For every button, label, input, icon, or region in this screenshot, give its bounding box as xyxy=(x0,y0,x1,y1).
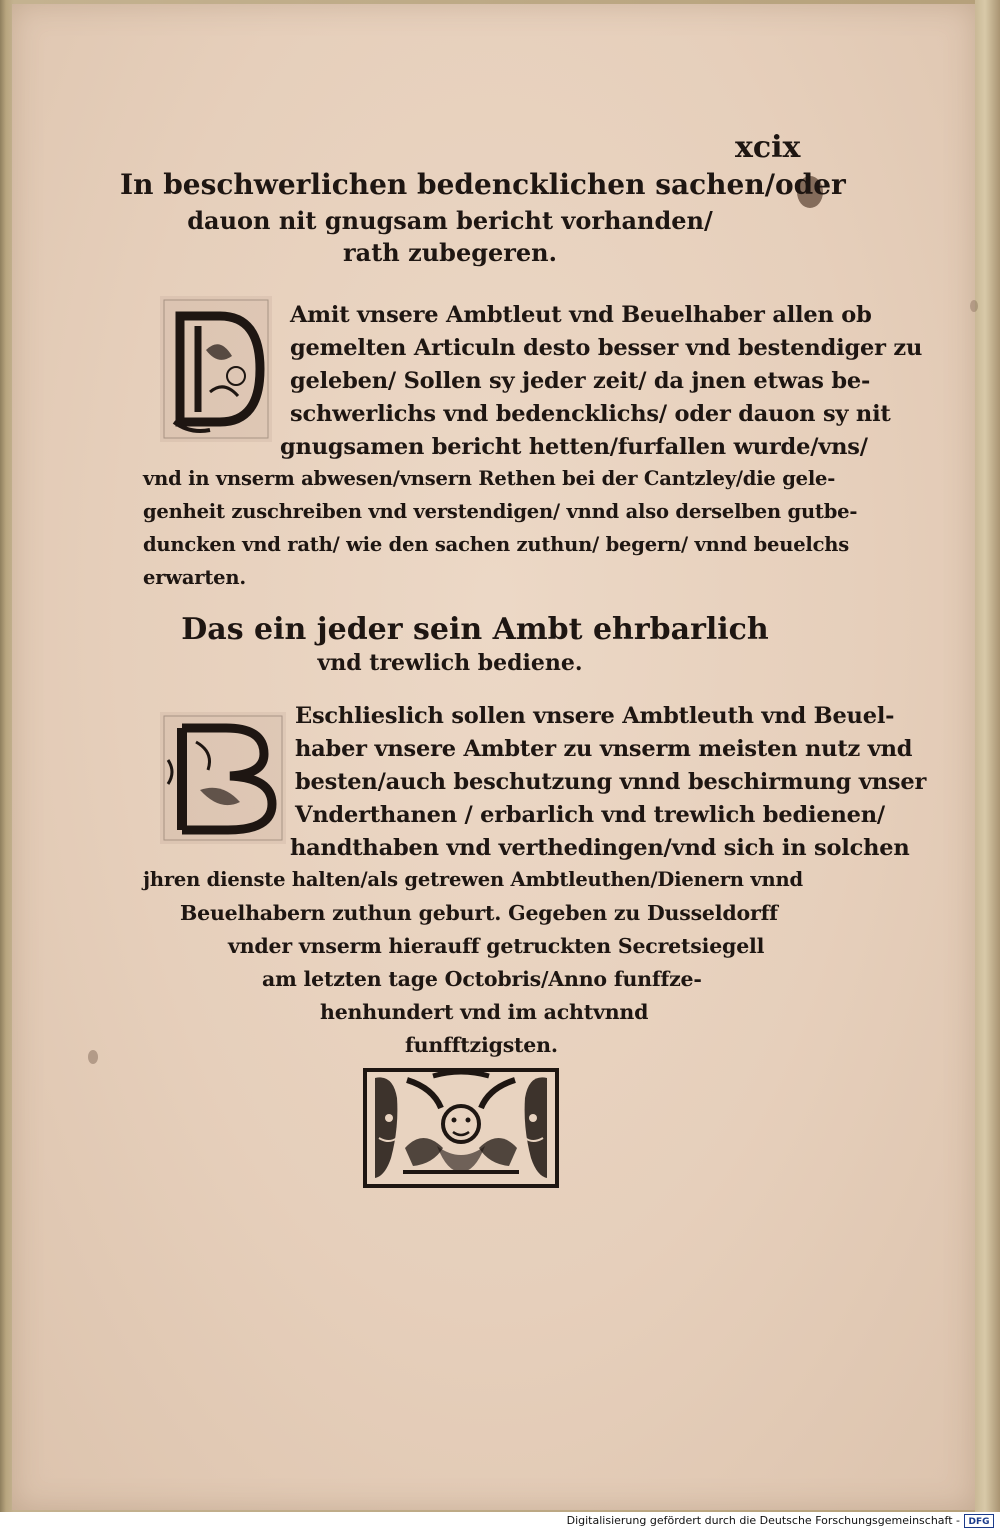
section2-body-line: Eschlieslich sollen vnsere Ambtleuth vnd Beuel- xyxy=(295,703,895,729)
funding-credit: Digitalisierung gefördert durch die Deutsche Forschungsgemeinschaft - xyxy=(566,1514,960,1527)
section2-body-line: Vnderthanen / erbarlich vnd trewlich bedienen/ xyxy=(295,802,885,828)
woodcut-ornament-icon xyxy=(363,1068,559,1192)
section1-heading-line1: In beschwerlichen bedencklichen sachen/oder xyxy=(120,168,846,201)
section2-body-line: funfftzigsten. xyxy=(405,1033,558,1057)
section2-heading-line1: Das ein jeder sein Ambt ehrbarlich xyxy=(181,612,769,647)
ink-stain xyxy=(88,1050,98,1064)
section1-body-line: geleben/ Sollen sy jeder zeit/ da jnen etwas be- xyxy=(290,368,871,394)
section1-body-line: genheit zuschreiben vnd verstendigen/ vnnd also derselben gutbe- xyxy=(143,500,858,523)
section2-body-line: besten/auch beschutzung vnnd beschirmung vnser xyxy=(295,769,927,795)
section1-body-line: Amit vnsere Ambtleut vnd Beuelhaber allen ob xyxy=(290,302,872,328)
section1-body-line: schwerlichs vnd bedencklichs/ oder dauon sy nit xyxy=(290,401,891,427)
dfg-logo-icon: DFG xyxy=(964,1514,994,1528)
section1-body-line: vnd in vnserm abwesen/vnsern Rethen bei der Cantzley/die gele- xyxy=(143,467,836,490)
ink-stain xyxy=(970,300,978,312)
section2-body-line: Beuelhabern zuthun geburt. Gegeben zu Dusseldorff xyxy=(180,901,778,925)
section1-body-line: duncken vnd rath/ wie den sachen zuthun/ begern/ vnnd beuelchs xyxy=(143,533,850,556)
section2-body-line: am letzten tage Octobris/Anno funffze- xyxy=(262,967,702,991)
decorated-initial-b xyxy=(160,712,286,844)
section1-body-line: erwarten. xyxy=(143,566,246,589)
section1-body-line: gemelten Articuln desto besser vnd bestendiger zu xyxy=(290,335,923,361)
folio-number: xcix xyxy=(735,130,801,165)
section2-body-line: jhren dienste halten/als getrewen Ambtleuthen/Dienern vnnd xyxy=(143,868,803,891)
section2-body-line: vnder vnserm hierauff getruckten Secretsiegell xyxy=(228,934,765,958)
section1-heading-line3: rath zubegeren. xyxy=(343,238,557,267)
section2-body-line: henhundert vnd im achtvnnd xyxy=(320,1000,649,1024)
footer-bar xyxy=(0,1512,1000,1530)
decorated-initial-d xyxy=(160,296,272,442)
section2-body-line: handthaben vnd verthedingen/vnd sich in solchen xyxy=(290,835,910,861)
section1-body-line: gnugsamen bericht hetten/furfallen wurde/vns/ xyxy=(280,434,868,460)
page-edge xyxy=(975,0,1000,1512)
section2-heading-line2: vnd trewlich bediene. xyxy=(317,650,583,676)
section1-heading-line2: dauon nit gnugsam bericht vorhanden/ xyxy=(187,206,713,235)
section2-body-line: haber vnsere Ambter zu vnserm meisten nutz vnd xyxy=(295,736,913,762)
